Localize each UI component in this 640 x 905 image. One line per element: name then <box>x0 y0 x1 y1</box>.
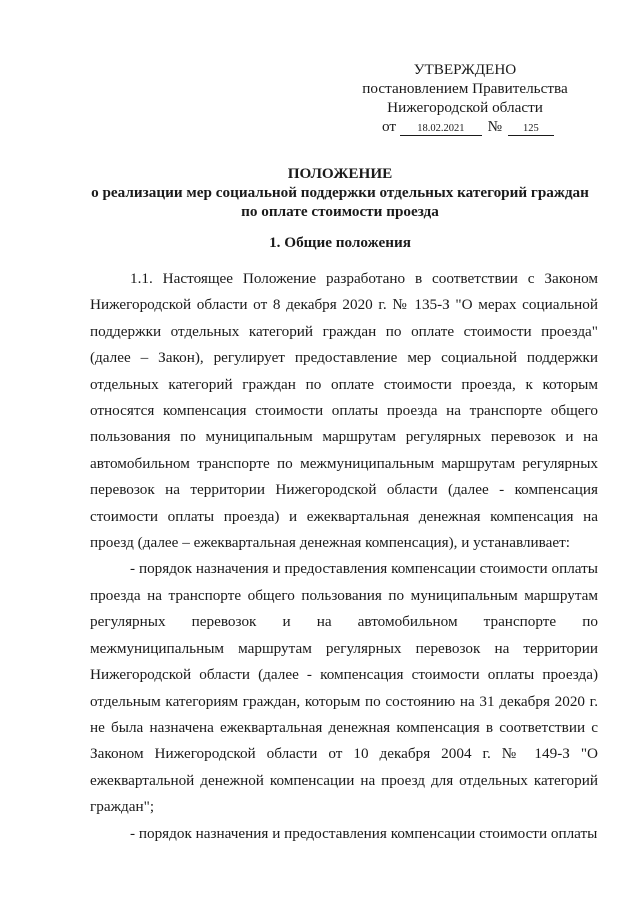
paragraph-1-1: 1.1. Настоящее Положение разработано в соответствии с Законом Нижегородской области от 8 декабря 2020 г. № 135-З "О мерах социальной поддержки отдельных категорий граждан по оплате стоимости проезда" (далее – Закон), регулирует предоставление мер социальной поддержки отдельных категорий граждан по оплате стоимости проезда, к которым относятся компенсация стоимости оплаты проезда на транспорте общего пользования по муниципальным маршрутам регулярных перевозок и на автомобильном транспорте по межмуниципальным маршрутам регулярных перевозок на территории Нижегородской области (далее - компенсация стоимости оплаты проезда) и ежеквартальная денежная компенсация на проезд (далее – ежеквартальная денежная компенсация), и устанавливает: <box>90 270 598 552</box>
title-line-1: ПОЛОЖЕНИЕ <box>287 165 393 182</box>
approval-block <box>340 60 590 136</box>
title-line-2: о реализации мер социальной поддержки отдельных категорий граждан <box>91 184 589 201</box>
paragraph-list-item-2: - порядок назначения и предоставления компенсации стоимости оплаты <box>130 824 598 842</box>
paragraph-list-item-1: - порядок назначения и предоставления компенсации стоимости оплаты проезда на транспорте общего пользования по муниципальным маршрутам регулярных перевозок и на автомобильном транспорте по межмуниципальным маршрутам регулярных перевозок на территории Нижегородской области (далее - компенсация стоимости оплаты проезда) отдельным категориям граждан, которым по состоянию на 31 декабря 2020 г. не была назначена ежеквартальная денежная компенсация в соответствии с Законом Нижегородской области от 10 декабря 2004 г. № 149-З "О ежеквартальной денежной компенсации на проезд для отдельных категорий граждан"; <box>90 560 598 816</box>
section-heading: 1. Общие положения <box>269 234 411 251</box>
approval-number-value: 125 <box>508 122 554 136</box>
document-title <box>60 164 620 221</box>
approval-line-2: Нижегородской области <box>387 99 543 116</box>
approval-date-prefix: от <box>382 118 397 135</box>
title-line-3: по оплате стоимости проезда <box>241 203 439 220</box>
approval-number-sign: № <box>487 118 503 135</box>
approval-heading: УТВЕРЖДЕНО <box>413 61 517 78</box>
body-text <box>90 266 598 847</box>
approval-line-1: постановлением Правительства <box>362 80 568 97</box>
approval-date-line <box>340 117 590 136</box>
approval-date-value: 18.02.2021 <box>400 122 482 136</box>
